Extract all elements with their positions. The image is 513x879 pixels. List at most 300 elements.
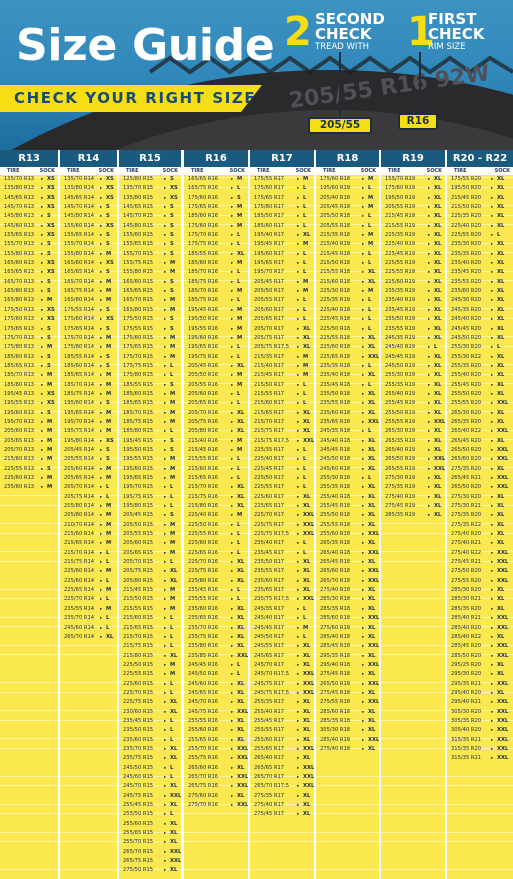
tire-size: 245/70 R17,5 xyxy=(254,671,290,678)
size-row xyxy=(316,268,379,277)
arrow-icon: ▸ xyxy=(362,298,365,304)
size-row xyxy=(447,455,513,464)
tire-size: 315/35 R21 xyxy=(451,736,482,743)
sock-size: XL xyxy=(497,325,505,332)
size-row xyxy=(381,483,445,492)
size-row xyxy=(60,595,117,604)
size-row xyxy=(119,455,181,464)
tire-size: 210/70 R14 xyxy=(64,521,95,528)
arrow-icon: ▸ xyxy=(491,223,494,229)
size-row xyxy=(184,539,248,548)
tire-size: 225/80 R16 xyxy=(188,577,219,584)
size-table xyxy=(0,150,513,879)
tire-size: 155/60 R14 xyxy=(64,222,95,229)
sock-size: M xyxy=(303,624,309,631)
sock-size: XL xyxy=(497,185,505,192)
size-row xyxy=(0,334,58,343)
arrow-icon: ▸ xyxy=(362,597,365,603)
sock-size: L xyxy=(237,185,241,192)
arrow-icon: ▸ xyxy=(231,737,234,743)
tire-size: 225/35 R19 xyxy=(385,232,416,239)
arrow-icon: ▸ xyxy=(297,335,300,341)
sock-size: L xyxy=(497,232,501,239)
tire-size: 235/40 R19 xyxy=(385,297,416,304)
sock-size: L xyxy=(170,372,174,379)
arrow-icon: ▸ xyxy=(297,737,300,743)
sock-size: S xyxy=(170,381,174,388)
sock-size: XXL xyxy=(368,353,379,360)
sock-size: XXL xyxy=(368,549,379,556)
arrow-icon: ▸ xyxy=(297,214,300,220)
sock-size: M xyxy=(170,269,176,276)
size-row xyxy=(119,371,181,380)
tire-size: 235/60 R15 xyxy=(123,736,154,743)
tire-size: 255/40 R19 xyxy=(385,390,416,397)
size-row xyxy=(250,521,314,530)
sock-size: L xyxy=(237,390,241,397)
tire-size: 245/50 R17 xyxy=(254,633,285,640)
tire-size: 275/45 R18 xyxy=(320,671,351,678)
size-row xyxy=(119,558,181,567)
arrow-icon: ▸ xyxy=(297,550,300,556)
arrow-icon: ▸ xyxy=(100,578,103,584)
tire-size: 235/45 R19 xyxy=(385,306,416,313)
size-row xyxy=(0,353,58,362)
size-row xyxy=(250,353,314,362)
size-row xyxy=(250,511,314,520)
sock-size: XL xyxy=(237,559,245,566)
arrow-icon: ▸ xyxy=(100,476,103,481)
tire-wall-text: 205/55 R16 92W xyxy=(287,61,492,114)
tire-size: 275/35 R20 xyxy=(451,512,482,519)
arrow-icon: ▸ xyxy=(231,279,234,285)
tire-size: 225/65 R18 xyxy=(320,353,351,360)
size-row xyxy=(447,624,513,633)
tire-size: 155/65 R15 xyxy=(123,241,154,248)
tire-size: 195/70 R17 xyxy=(254,269,285,276)
arrow-icon: ▸ xyxy=(297,672,300,678)
sock-size: S xyxy=(106,232,110,239)
arrow-icon: ▸ xyxy=(100,410,103,416)
sock-size: L xyxy=(237,671,241,678)
size-row xyxy=(381,296,445,305)
arrow-icon: ▸ xyxy=(362,746,365,752)
tire-size: 135/80 R14 xyxy=(64,185,95,192)
arrow-icon: ▸ xyxy=(297,382,300,388)
tire-size: 225/35 R18 xyxy=(320,297,351,304)
sock-size: L xyxy=(170,689,174,696)
tire-size: 215/75 R17 xyxy=(254,428,285,435)
arrow-icon: ▸ xyxy=(41,466,44,472)
arrow-icon: ▸ xyxy=(297,476,300,481)
arrow-icon: ▸ xyxy=(41,326,44,332)
tire-size: 275/40 R17 xyxy=(254,802,285,809)
size-row xyxy=(60,437,117,446)
size-row xyxy=(316,605,379,614)
sock-size: XXL xyxy=(368,680,379,687)
sock-size: M xyxy=(47,297,53,304)
tire-size: 285/40 R22 xyxy=(451,633,482,640)
arrow-icon: ▸ xyxy=(231,560,234,566)
tire-size: 215/75 R16 xyxy=(188,493,219,500)
tire-size: 215/70 R16 xyxy=(188,484,219,491)
sock-size: M xyxy=(237,213,243,220)
sock-size: L xyxy=(237,596,241,603)
sock-size: XL xyxy=(497,222,505,229)
sock-size: XL xyxy=(434,204,442,211)
arrow-icon: ▸ xyxy=(362,634,365,640)
tire-size: 195/45 R13 xyxy=(4,390,35,397)
size-row xyxy=(0,325,58,334)
arrow-icon: ▸ xyxy=(428,251,431,257)
tire-size: 215/50 R18 xyxy=(320,260,351,267)
size-row xyxy=(250,567,314,576)
tire-size: 285/35 R18 xyxy=(320,717,351,724)
second-check-number: 2 xyxy=(284,9,312,55)
arrow-icon: ▸ xyxy=(491,560,494,566)
size-row xyxy=(447,521,513,530)
arrow-icon: ▸ xyxy=(100,634,103,640)
tire-size: 225/70 R14 xyxy=(64,596,95,603)
tire-size: 255/60 R18 xyxy=(320,531,351,538)
size-row xyxy=(184,642,248,651)
tire-size: 215/55 R15 xyxy=(123,605,154,612)
banner-text: CHECK YOUR RIGHT SIZE xyxy=(14,89,257,107)
tire-size: 215/40 R18 xyxy=(320,241,351,248)
sock-size: XXL xyxy=(303,521,314,528)
sock-size: M xyxy=(303,241,309,248)
tire-size: 165/80 R13 xyxy=(4,288,35,295)
arrow-icon: ▸ xyxy=(297,457,300,463)
tire-size: 265/45 R20 xyxy=(451,437,482,444)
arrow-icon: ▸ xyxy=(100,335,103,341)
size-row xyxy=(316,586,379,595)
sock-size: S xyxy=(106,325,110,332)
arrow-icon: ▸ xyxy=(362,251,365,257)
tire-size: 235/85 R16 xyxy=(188,652,219,659)
tire-size: 215/35 R17 xyxy=(254,353,285,360)
tire-size: 305/30 R18 xyxy=(320,727,351,734)
sock-size: XL xyxy=(368,540,376,547)
sock-size: S xyxy=(47,325,51,332)
tire-size: 155/80 R13 xyxy=(4,250,35,257)
tire-size: 225/55 R20 xyxy=(451,232,482,239)
sock-size: L xyxy=(237,400,241,407)
size-row xyxy=(316,446,379,455)
size-row xyxy=(119,334,181,343)
sock-size: XXL xyxy=(303,745,314,752)
tire-size: 195/55 R13 xyxy=(4,400,35,407)
sock-size: XL xyxy=(237,484,245,491)
size-row xyxy=(250,680,314,689)
sock-size: XL xyxy=(368,717,376,724)
tire-size: 245/35 R19 xyxy=(385,334,416,341)
arrow-icon: ▸ xyxy=(491,391,494,397)
size-row xyxy=(119,521,181,530)
first-check-line2: CHECK xyxy=(428,25,485,43)
arrow-icon: ▸ xyxy=(297,560,300,566)
sock-size: XXL xyxy=(303,689,314,696)
sock-size: XL xyxy=(303,643,311,650)
tire-size: 235/50 R18 xyxy=(320,390,351,397)
arrow-icon: ▸ xyxy=(362,326,365,332)
size-row xyxy=(381,250,445,259)
size-row xyxy=(316,614,379,623)
tire-size: 275/35 R22 xyxy=(451,521,482,528)
tire-size: 245/70 R15 xyxy=(123,783,154,790)
tire-size: 165/65 R13 xyxy=(4,269,35,276)
tire-size: 265/40 R18 xyxy=(320,549,351,556)
size-row xyxy=(0,418,58,427)
arrow-icon: ▸ xyxy=(297,644,300,650)
size-row xyxy=(250,810,314,819)
size-row xyxy=(60,222,117,231)
arrow-icon: ▸ xyxy=(491,625,494,631)
arrow-icon: ▸ xyxy=(100,195,103,201)
tire-size: 195/55 R16 xyxy=(188,325,219,332)
tire-size: 135/80 R13 xyxy=(4,185,35,192)
tire-size: 195/50 R16 xyxy=(188,316,219,323)
size-row xyxy=(0,250,58,259)
tire-size: 235/50 R19 xyxy=(385,316,416,323)
tire-size: 275/35 R20 xyxy=(451,465,482,472)
sock-size: XXL xyxy=(303,512,314,519)
sock-size: L xyxy=(303,540,307,547)
arrow-icon: ▸ xyxy=(231,597,234,603)
size-row xyxy=(0,222,58,231)
arrow-icon: ▸ xyxy=(297,307,300,313)
tire-size: 185/70 R16 xyxy=(188,288,219,295)
arrow-icon: ▸ xyxy=(491,289,494,295)
tire-size: 205/80 R15 xyxy=(123,577,154,584)
size-row xyxy=(447,483,513,492)
arrow-icon: ▸ xyxy=(491,709,494,715)
sock-size: S xyxy=(106,362,110,369)
arrow-icon: ▸ xyxy=(297,317,300,323)
arrow-icon: ▸ xyxy=(491,644,494,650)
tire-size: 275/60 R16 xyxy=(188,792,219,799)
sock-size: L xyxy=(368,213,372,220)
tire-size: 185/55 R15 xyxy=(123,381,154,388)
arrow-icon: ▸ xyxy=(41,289,44,295)
arrow-icon: ▸ xyxy=(362,382,365,388)
size-row xyxy=(60,474,117,483)
tire-size: 265/60 R20 xyxy=(451,456,482,463)
sock-size: M xyxy=(106,465,112,472)
size-row xyxy=(250,754,314,763)
sock-size: XL xyxy=(497,493,505,500)
size-row xyxy=(119,353,181,362)
size-row xyxy=(381,418,445,427)
size-row xyxy=(250,399,314,408)
size-row xyxy=(119,624,181,633)
tire-size: 295/35 R21 xyxy=(451,680,482,687)
tire-size: 235/35 R20 xyxy=(451,250,482,257)
tire-size: 255/65 R15 xyxy=(123,830,154,837)
tire-size: 175/65 R13 xyxy=(4,325,35,332)
size-row xyxy=(316,474,379,483)
tire-size: 205/80 R14 xyxy=(64,512,95,519)
size-row xyxy=(119,306,181,315)
tire-size: 205/80 R16 xyxy=(188,428,219,435)
sock-size: S xyxy=(170,241,174,248)
sock-size: M xyxy=(170,334,176,341)
arrow-icon: ▸ xyxy=(100,242,103,248)
size-row xyxy=(447,390,513,399)
arrow-icon: ▸ xyxy=(164,373,167,379)
sock-size: XL xyxy=(237,624,245,631)
rim-size-header: R13 xyxy=(0,150,58,167)
size-row xyxy=(447,194,513,203)
tire-size: 215/65 R17 xyxy=(254,409,285,416)
sock-size: XL xyxy=(434,353,442,360)
arrow-icon: ▸ xyxy=(164,578,167,584)
size-row xyxy=(119,418,181,427)
sock-size: M xyxy=(170,540,176,547)
tire-size: 265/70 R17 xyxy=(254,774,285,780)
sock-size: XL xyxy=(303,792,311,799)
tire-size: 175/70 R13 xyxy=(4,334,35,341)
size-row xyxy=(184,605,248,614)
tire-size: 235/45 R17 xyxy=(254,549,285,556)
sock-size: M xyxy=(106,390,112,397)
tire-size: 185/75 R16 xyxy=(188,278,219,285)
size-row xyxy=(447,325,513,334)
sock-size: L xyxy=(106,559,110,566)
sock-size: XL xyxy=(434,222,442,229)
size-row xyxy=(184,212,248,221)
sock-size: XL xyxy=(434,213,442,220)
arrow-icon: ▸ xyxy=(231,419,234,425)
tire-size: 275/40 R20 xyxy=(451,531,482,538)
tire-size: 185/60 R14 xyxy=(64,362,95,369)
tire-size: 165/65 R15 xyxy=(123,288,154,295)
arrow-icon: ▸ xyxy=(164,597,167,603)
tire-size: 215/60 R18 xyxy=(320,278,351,285)
arrow-icon: ▸ xyxy=(428,447,431,453)
sock-size: XXL xyxy=(237,745,248,752)
arrow-icon: ▸ xyxy=(428,382,431,388)
arrow-icon: ▸ xyxy=(231,410,234,416)
sock-size: XXL xyxy=(497,717,509,724)
arrow-icon: ▸ xyxy=(428,242,431,248)
tire-size: 235/55 R16 xyxy=(188,596,219,603)
tire-size: 185/55 R16 xyxy=(188,250,219,257)
arrow-icon: ▸ xyxy=(362,289,365,295)
sock-size: M xyxy=(47,437,53,444)
tire-size: 195/60 R13 xyxy=(4,409,35,416)
rim-column xyxy=(60,150,117,879)
arrow-icon: ▸ xyxy=(41,419,44,425)
sock-size: XL xyxy=(368,596,376,603)
sock-size: XL xyxy=(434,512,442,519)
size-row xyxy=(119,212,181,221)
tire-size: 235/65 R17 xyxy=(254,587,285,594)
size-row xyxy=(381,502,445,511)
sock-size: XXL xyxy=(497,624,509,631)
arrow-icon: ▸ xyxy=(164,831,167,837)
sock-size: S xyxy=(106,400,110,407)
size-row xyxy=(316,633,379,642)
sock-size: L xyxy=(106,577,110,584)
size-row xyxy=(316,306,379,315)
tire-size: 205/50 R17 xyxy=(254,288,285,295)
sock-size: XL xyxy=(237,418,245,425)
size-row xyxy=(316,175,379,184)
size-row xyxy=(447,306,513,315)
size-row xyxy=(316,371,379,380)
arrow-icon: ▸ xyxy=(100,177,103,182)
tire-size: 235/50 R15 xyxy=(123,727,154,734)
tire-size: 175/70 R14 xyxy=(64,334,95,341)
arrow-icon: ▸ xyxy=(164,345,167,351)
tire-size: 245/75 R15 xyxy=(123,792,154,799)
sock-size: XL xyxy=(497,633,505,640)
sock-size: XL xyxy=(237,409,245,416)
tire-size: 175/80 R17 xyxy=(254,204,285,211)
size-row xyxy=(316,670,379,679)
arrow-icon: ▸ xyxy=(231,363,234,369)
size-row xyxy=(250,549,314,558)
tire-size: 225/35 R17 xyxy=(254,446,285,453)
size-row xyxy=(381,315,445,324)
tire-size: 225/60 R18 xyxy=(320,344,351,351)
tire-size: 185/65 R15 xyxy=(123,400,154,407)
size-row xyxy=(447,231,513,240)
sock-size: S xyxy=(170,288,174,295)
arrow-icon: ▸ xyxy=(491,578,494,584)
size-row xyxy=(119,792,181,801)
size-row xyxy=(119,838,181,847)
size-row xyxy=(316,567,379,576)
arrow-icon: ▸ xyxy=(164,550,167,556)
sock-size: S xyxy=(170,316,174,323)
tire-size: 235/40 R20 xyxy=(451,260,482,267)
arrow-icon: ▸ xyxy=(100,307,103,313)
sock-size: XL xyxy=(368,334,376,341)
size-row xyxy=(119,605,181,614)
arrow-icon: ▸ xyxy=(41,476,44,481)
tire-size: 265/30 R20 xyxy=(451,409,482,416)
size-row xyxy=(119,437,181,446)
tire-size: 265/50 R19 xyxy=(385,456,416,463)
tire-size: 215/45 R19 xyxy=(385,213,416,220)
sock-size: XS xyxy=(47,222,55,229)
sock-size: XL xyxy=(434,362,442,369)
sock-size: M xyxy=(47,446,53,453)
arrow-icon: ▸ xyxy=(41,214,44,220)
size-row xyxy=(316,222,379,231)
size-row xyxy=(0,175,58,184)
size-row xyxy=(184,184,248,193)
arrow-icon: ▸ xyxy=(100,214,103,220)
sock-size: L xyxy=(170,811,174,818)
arrow-icon: ▸ xyxy=(100,223,103,229)
size-row xyxy=(184,296,248,305)
tire-size: 215/75 R15 xyxy=(123,643,154,650)
arrow-icon: ▸ xyxy=(362,261,365,267)
tire-size: 265/40 R19 xyxy=(385,446,416,453)
size-row xyxy=(60,390,117,399)
arrow-icon: ▸ xyxy=(428,373,431,379)
arrow-icon: ▸ xyxy=(297,429,300,435)
size-row xyxy=(60,558,117,567)
tire-size: 265/70 R15 xyxy=(123,848,154,855)
tire-size: 235/50 R17 xyxy=(254,559,285,566)
size-row xyxy=(119,595,181,604)
size-row xyxy=(381,437,445,446)
sock-size: XL xyxy=(497,390,505,397)
